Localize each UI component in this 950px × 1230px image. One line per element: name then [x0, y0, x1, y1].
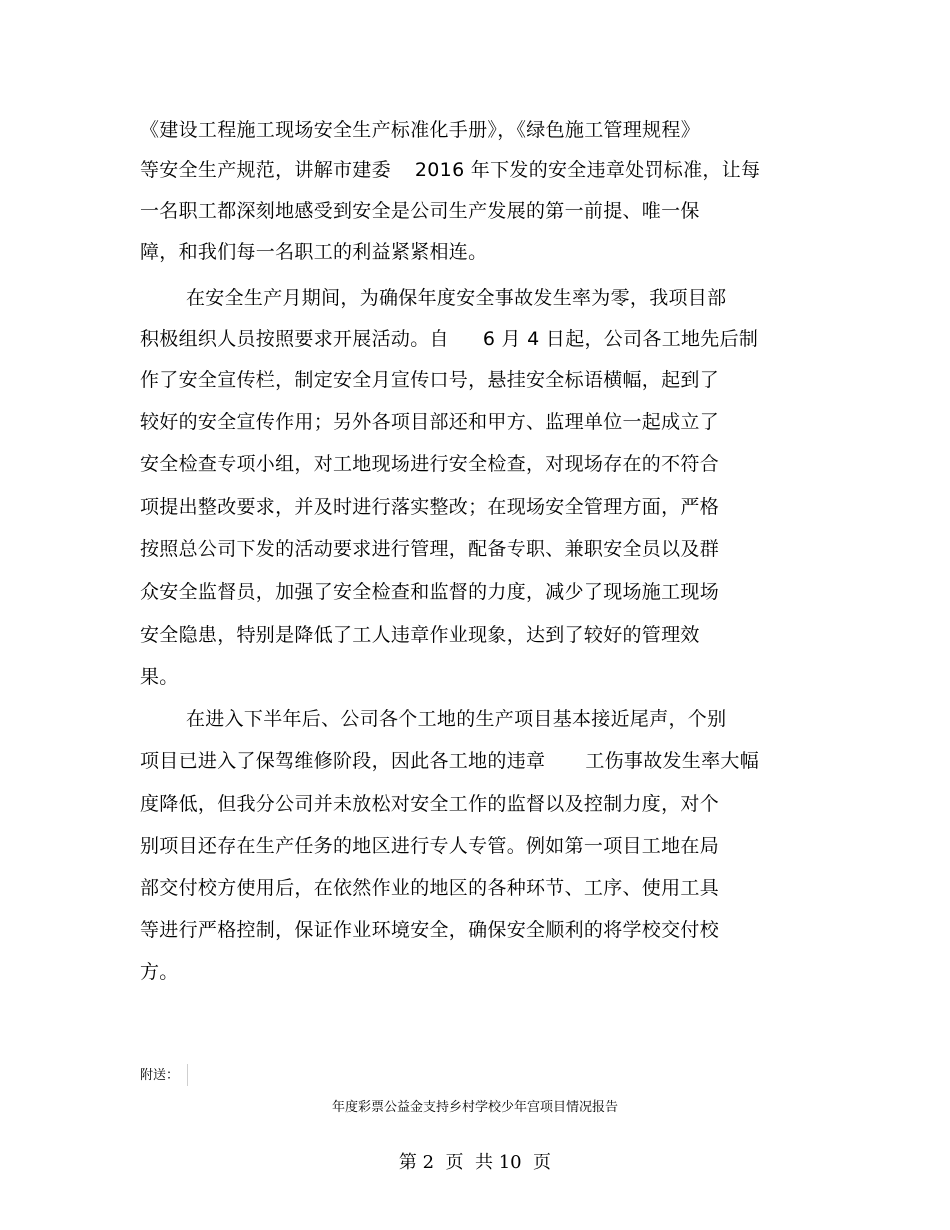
appendix-link[interactable]: 年度彩票公益金支持乡村学校少年宫项目情况报告 — [331, 1100, 618, 1115]
body-line-9: 安全检查专项小组，对工地现场进行安全检查，对现场存在的不符合 — [140, 453, 720, 475]
body-line-8: 较好的安全宣传作用；另外各项目部还和甲方、监理单位一起成立了 — [140, 411, 720, 433]
body-line-7: 作了安全宣传栏，制定安全月宣传口号，悬挂安全标语横幅，起到了 — [140, 369, 720, 391]
body-line-12: 众安全监督员，加强了安全检查和监督的力度，减少了现场施工现场 — [140, 581, 720, 603]
body-line-6-part-a: 积极组织人员按照要求开展活动。自 — [140, 328, 449, 350]
body-line-14: 果。 — [140, 666, 179, 688]
body-line-6-part-b: 6 月 4 日起，公司各工地先后制 — [482, 328, 759, 350]
body-line-13: 安全隐患，特别是降低了工人违章作业现象，达到了较好的管理效 — [140, 624, 700, 646]
body-line-10: 项提出整改要求，并及时进行落实整改；在现场安全管理方面，严格 — [140, 496, 720, 518]
body-line-17: 度降低，但我分公司并未放松对安全工作的监督以及控制力度，对个 — [140, 793, 720, 815]
appendix-label: 附送： — [140, 1068, 180, 1083]
body-line-16-part-a: 项目已进入了保驾维修阶段，因此各工地的违章 — [140, 750, 546, 772]
appendix-divider — [187, 1064, 188, 1086]
body-line-6 — [140, 327, 758, 351]
paragraph-3-first-line: 在进入下半年后、公司各个工地的生产项目基本接近尾声，个别 — [186, 708, 727, 730]
body-line-2-part-b: 2016 年下发的安全违章处罚标准，让每 — [414, 159, 761, 181]
body-line-1: 《建设工程施工现场安全生产标准化手册》，《绿色施工管理规程》 — [140, 119, 701, 141]
body-line-16-part-b: 工伤事故发生率大幅 — [585, 750, 760, 772]
body-line-20: 等进行严格控制，保证作业环境安全，确保安全顺利的将学校交付校 — [140, 919, 720, 941]
paragraph-2-first-line: 在安全生产月期间，为确保年度安全事故发生率为零，我项目部 — [186, 287, 727, 309]
body-line-11: 按照总公司下发的活动要求进行管理，配备专职、兼职安全员以及群 — [140, 538, 720, 560]
body-line-2-part-a: 等安全生产规范，讲解市建委 — [140, 159, 391, 181]
body-line-4: 障，和我们每一名职工的利益紧紧相连。 — [140, 241, 488, 263]
body-line-21: 方。 — [140, 961, 179, 983]
body-line-16 — [140, 749, 759, 773]
body-line-19: 部交付校方使用后，在依然作业的地区的各种环节、工序、使用工具 — [140, 877, 720, 899]
body-line-3: 一名职工都深刻地感受到安全是公司生产发展的第一前提、唯一保 — [140, 200, 700, 222]
body-line-2 — [140, 158, 760, 182]
page-number-footer: 第 2 页 共 10 页 — [398, 1152, 552, 1173]
body-line-18: 别项目还存在生产任务的地区进行专人专管。例如第一项目工地在局 — [140, 835, 720, 857]
